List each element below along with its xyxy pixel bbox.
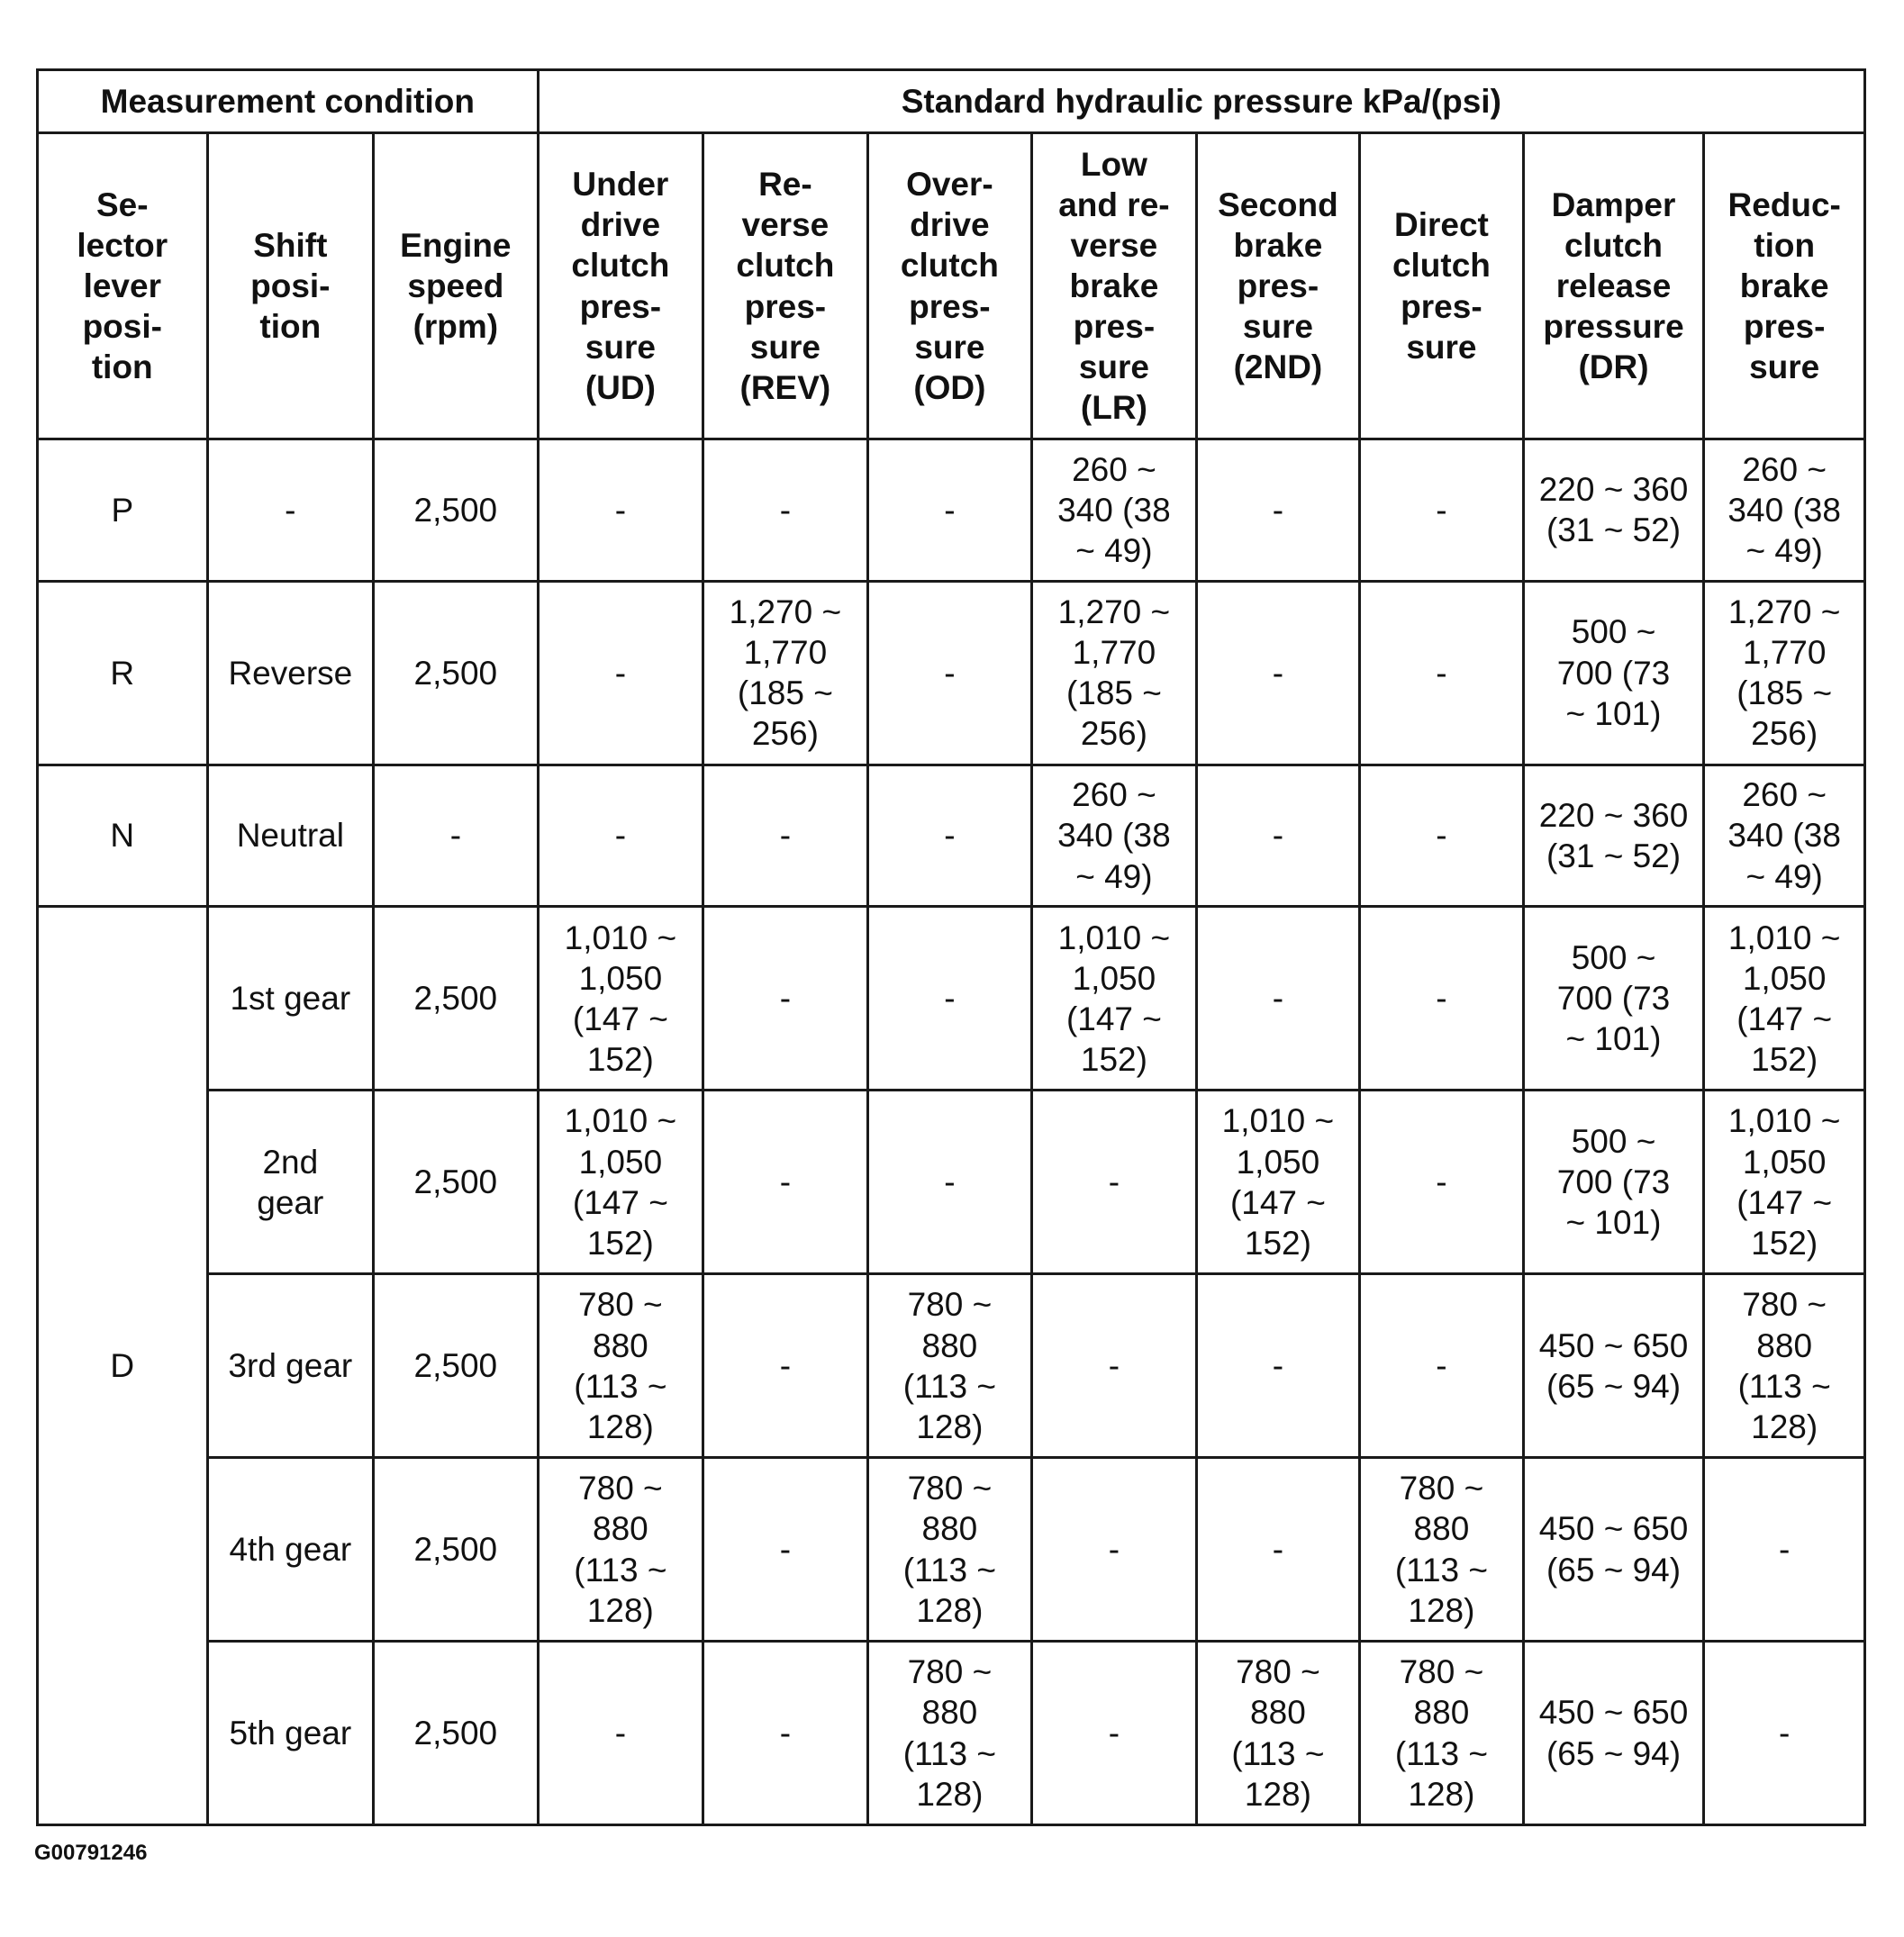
table-cell: - [1360, 907, 1524, 1091]
table-cell: 780 ~ 880 (113 ~ 128) [538, 1274, 703, 1458]
table-row [38, 1642, 1865, 1825]
table-cell: - [538, 765, 703, 907]
table-cell: - [1360, 765, 1524, 907]
selector-cell: D [38, 907, 208, 1825]
table-cell: 2,500 [374, 1091, 539, 1274]
table-cell: 1,270 ~ 1,770 (185 ~ 256) [1032, 581, 1197, 765]
table-row [38, 765, 1865, 907]
table-cell: 500 ~ 700 (73 ~ 101) [1523, 581, 1704, 765]
table-cell: 450 ~ 650 (65 ~ 94) [1523, 1642, 1704, 1825]
table-cell: 2,500 [374, 1458, 539, 1642]
table-cell: 780 ~ 880 (113 ~ 128) [1196, 1642, 1360, 1825]
table-cell: 260 ~ 340 (38 ~ 49) [1704, 439, 1865, 582]
table-cell: - [703, 1458, 868, 1642]
table-cell: Reverse [207, 581, 374, 765]
table-cell: 1,270 ~ 1,770 (185 ~ 256) [703, 581, 868, 765]
table-cell: - [1196, 1274, 1360, 1458]
table-cell: 2,500 [374, 907, 539, 1091]
table-cell: - [1360, 1274, 1524, 1458]
table-cell: 260 ~ 340 (38 ~ 49) [1032, 765, 1197, 907]
table-cell: 2nd gear [207, 1091, 374, 1274]
hydraulic-pressure-table [36, 68, 1866, 1826]
table-cell: - [867, 581, 1032, 765]
table-cell: 780 ~ 880 (113 ~ 128) [538, 1458, 703, 1642]
table-cell: - [703, 907, 868, 1091]
table-cell: 220 ~ 360 (31 ~ 52) [1523, 439, 1704, 582]
table-cell: - [1704, 1642, 1865, 1825]
table-cell: - [703, 439, 868, 582]
table-cell: 780 ~ 880 (113 ~ 128) [1704, 1274, 1865, 1458]
table-row [38, 1274, 1865, 1458]
table-cell: - [1196, 1458, 1360, 1642]
table-cell: 1,270 ~ 1,770 (185 ~ 256) [1704, 581, 1865, 765]
table-row [38, 581, 1865, 765]
table-cell: - [1032, 1458, 1197, 1642]
table-cell: - [1704, 1458, 1865, 1642]
table-cell: 780 ~ 880 (113 ~ 128) [867, 1642, 1032, 1825]
table-cell: - [538, 581, 703, 765]
table-cell: 2,500 [374, 1642, 539, 1825]
table-cell: 1,010 ~ 1,050 (147 ~ 152) [1704, 907, 1865, 1091]
table-cell: 1,010 ~ 1,050 (147 ~ 152) [1196, 1091, 1360, 1274]
table-cell: - [867, 765, 1032, 907]
table-cell: - [1032, 1091, 1197, 1274]
table-row [38, 1458, 1865, 1642]
measurement-condition-header: Measurement condition [38, 70, 539, 133]
table-cell: 500 ~ 700 (73 ~ 101) [1523, 907, 1704, 1091]
table-cell: 4th gear [207, 1458, 374, 1642]
table-cell: 3rd gear [207, 1274, 374, 1458]
col-header-lr: Low and re- verse brake pres- sure (LR) [1032, 133, 1197, 439]
table-cell: 780 ~ 880 (113 ~ 128) [867, 1458, 1032, 1642]
col-header-od: Over- drive clutch pres- sure (OD) [867, 133, 1032, 439]
table-cell: - [867, 439, 1032, 582]
table-cell: 450 ~ 650 (65 ~ 94) [1523, 1458, 1704, 1642]
table-cell: 1,010 ~ 1,050 (147 ~ 152) [538, 1091, 703, 1274]
table-cell: - [1360, 1091, 1524, 1274]
col-header-direct: Direct clutch pres- sure [1360, 133, 1524, 439]
table-cell: 260 ~ 340 (38 ~ 49) [1704, 765, 1865, 907]
table-cell: 780 ~ 880 (113 ~ 128) [867, 1274, 1032, 1458]
table-row [38, 439, 1865, 582]
table-row [38, 1091, 1865, 1274]
table-cell: - [867, 907, 1032, 1091]
standard-pressure-header: Standard hydraulic pressure kPa/(psi) [538, 70, 1864, 133]
col-header-shift-position: Shift posi- tion [207, 133, 374, 439]
col-header-selector-lever: Se- lector lever posi- tion [38, 133, 208, 439]
table-cell: 2,500 [374, 439, 539, 582]
table-row [38, 907, 1865, 1091]
table-cell: 780 ~ 880 (113 ~ 128) [1360, 1458, 1524, 1642]
table-cell: - [1196, 581, 1360, 765]
table-cell: Neutral [207, 765, 374, 907]
table-cell: 2,500 [374, 581, 539, 765]
table-cell: - [1032, 1274, 1197, 1458]
col-header-rev: Re- verse clutch pres- sure (REV) [703, 133, 868, 439]
selector-cell: N [38, 765, 208, 907]
table-cell: - [1196, 907, 1360, 1091]
table-cell: - [1196, 439, 1360, 582]
table-cell: - [703, 765, 868, 907]
table-cell: 500 ~ 700 (73 ~ 101) [1523, 1091, 1704, 1274]
table-cell: 220 ~ 360 (31 ~ 52) [1523, 765, 1704, 907]
table-cell: - [1360, 439, 1524, 582]
table-cell: - [538, 1642, 703, 1825]
table-cell: - [374, 765, 539, 907]
col-header-engine-speed: Engine speed (rpm) [374, 133, 539, 439]
selector-cell: R [38, 581, 208, 765]
col-header-reduction: Reduc- tion brake pres- sure [1704, 133, 1865, 439]
col-header-2nd: Second brake pres- sure (2ND) [1196, 133, 1360, 439]
table-cell: 5th gear [207, 1642, 374, 1825]
table-cell: - [1360, 581, 1524, 765]
selector-cell: P [38, 439, 208, 582]
table-cell: - [1196, 765, 1360, 907]
table-cell: 2,500 [374, 1274, 539, 1458]
col-header-dr: Damper clutch release pressure (DR) [1523, 133, 1704, 439]
table-cell: 1,010 ~ 1,050 (147 ~ 152) [1032, 907, 1197, 1091]
table-cell: - [703, 1091, 868, 1274]
table-cell: 1,010 ~ 1,050 (147 ~ 152) [1704, 1091, 1865, 1274]
col-header-ud: Under drive clutch pres- sure (UD) [538, 133, 703, 439]
table-cell: 260 ~ 340 (38 ~ 49) [1032, 439, 1197, 582]
table-cell: - [703, 1642, 868, 1825]
table-cell: 1,010 ~ 1,050 (147 ~ 152) [538, 907, 703, 1091]
table-cell: - [703, 1274, 868, 1458]
table-cell: - [867, 1091, 1032, 1274]
table-cell: - [207, 439, 374, 582]
table-cell: - [538, 439, 703, 582]
table-cell: - [1032, 1642, 1197, 1825]
table-cell: 1st gear [207, 907, 374, 1091]
table-cell: 780 ~ 880 (113 ~ 128) [1360, 1642, 1524, 1825]
figure-id: G00791246 [34, 1841, 148, 1865]
table-cell: 450 ~ 650 (65 ~ 94) [1523, 1274, 1704, 1458]
